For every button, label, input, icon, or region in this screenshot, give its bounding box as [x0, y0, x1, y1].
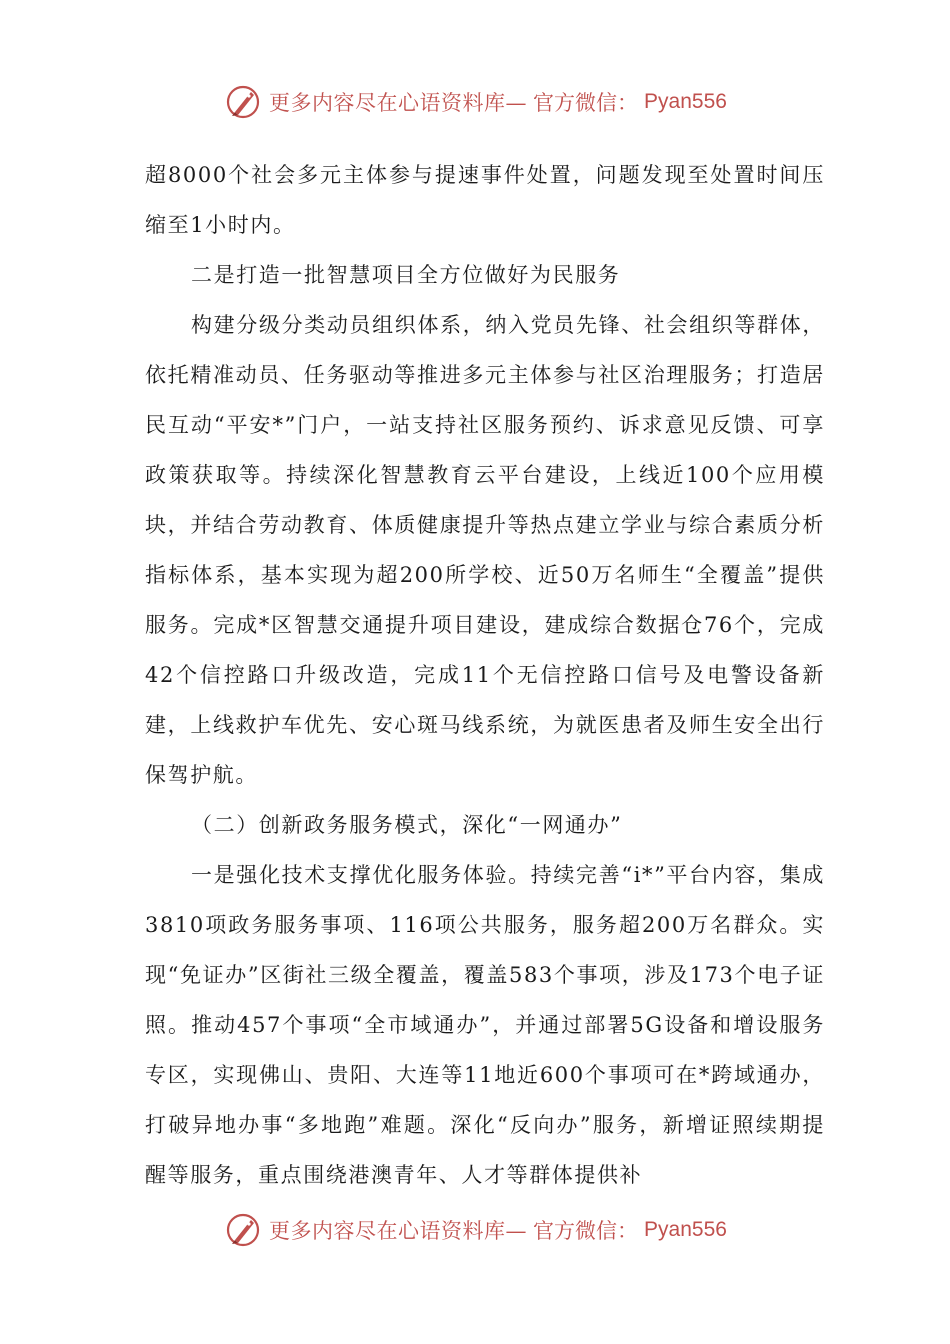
- pen-nib-logo-icon: [223, 82, 263, 122]
- body-heading: 二是打造一批智慧项目全方位做好为民服务: [191, 263, 621, 287]
- footer-banner: [0, 1208, 950, 1252]
- banner-slogan: 更多内容尽在心语资料库—: [269, 91, 528, 115]
- header-banner: [0, 80, 950, 124]
- banner-wechat-id: Pyan556: [644, 1218, 727, 1241]
- body-paragraph: 超8000个社会多元主体参与提速事件处置，问题发现至处置时间压缩至1小时内。: [145, 163, 825, 237]
- body-paragraph: 构建分级分类动员组织体系，纳入党员先锋、社会组织等群体，依托精准动员、任务驱动等推进多元主体参与社区治理服务；打造居民互动“平安*”门户，一站支持社区服务预约、诉求意见反馈、可享政策获取等。持续深化智慧教育云平台建设，上线近100个应用模块，并结合劳动教育、体质健康提升等热点建立学业与综合素质分析指标体系，基本实现为超200所学校、近50万名师生“全覆盖”提供服务。完成*区智慧交通提升项目建设，建成综合数据仓76个，完成42个信控路口升级改造，完成11个无信控路口信号及电警设备新建，上线救护车优先、安心斑马线系统，为就医患者及师生安全出行保驾护航。: [145, 313, 825, 787]
- pen-nib-logo-icon: [223, 1210, 263, 1250]
- body-paragraph: 一是强化技术支撑优化服务体验。持续完善“i*”平台内容，集成3810项政务服务事项、116项公共服务，服务超200万名群众。实现“免证办”区街社三级全覆盖，覆盖583个事项，涉及173个电子证照。推动457个事项“全市域通办”，并通过部署5G设备和增设服务专区，实现佛山、贵阳、大连等11地近600个事项可在*跨域通办，打破异地办事“多地跑”难题。深化“反向办”服务，新增证照续期提醒等服务，重点围绕港澳青年、人才等群体提供补: [145, 863, 825, 1187]
- banner-wechat-label: 官方微信：: [533, 1219, 639, 1243]
- banner-wechat-id: Pyan556: [644, 90, 727, 113]
- banner-wechat-label: 官方微信：: [533, 91, 639, 115]
- document-body: [145, 150, 825, 1200]
- section-heading: （二）创新政务服务模式，深化“一网通办”: [191, 813, 623, 837]
- banner-slogan: 更多内容尽在心语资料库—: [269, 1219, 528, 1243]
